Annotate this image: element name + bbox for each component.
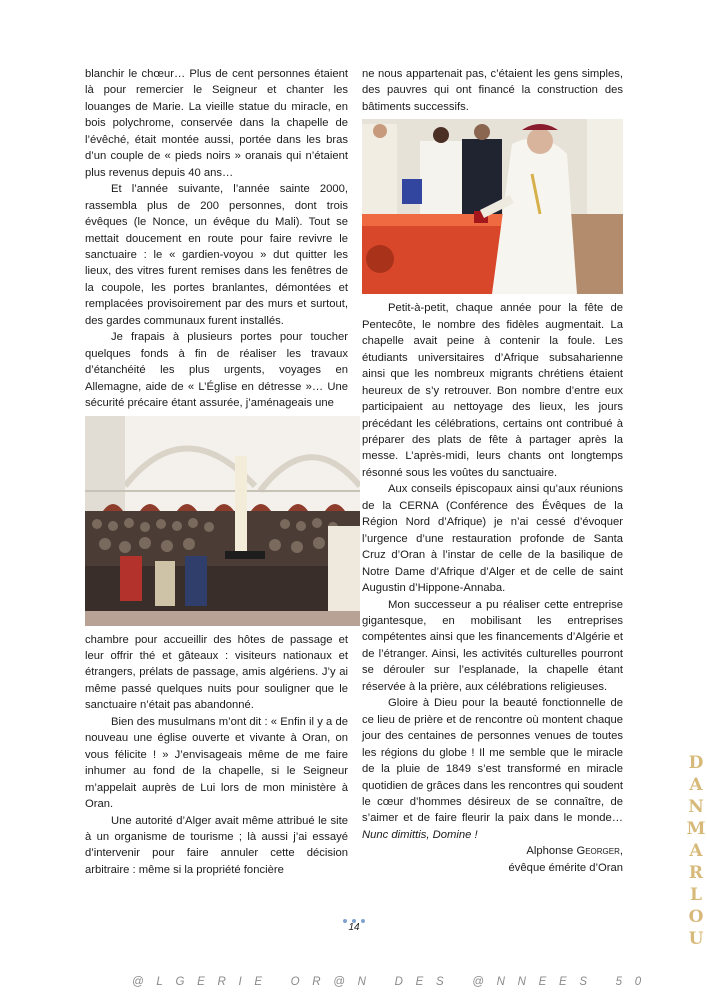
signature-name [362, 843, 623, 859]
right-paragraph-2: Petit-à-petit, chaque année pour la fête de Pentecôte, le nombre des fidèles augmentait. La chapelle avait peine à contenir la foule. Les étudiants universitaires d’Afrique subsaharienne ainsi que les nombreux migrants chrétiens étaient heureux de s’y retrouver. Bon nombre d’entre eux participaient au nettoyage des lieux, les jours précédant les célébrations, certains ont contribué à préparer des plats de fête à partager après la messe. L’après-midi, leurs chants ont longtemps résonné sous les voûtes du sanctuaire. [362, 302, 623, 479]
latin-phrase: Nunc dimittis, Domine ! [362, 828, 478, 841]
bishop-altar-photo [362, 119, 623, 294]
right-paragraph-3: Aux conseils épiscopaux ainsi qu’aux réunions de la CERNA (Conférence des Évêques de la Région Nord d’Afrique) je n’ai cessé d’évoquer l’urgence d’une restauration profonde de Santa Cruz d’Oran à l’instar de celle de la basilique de Notre Dame d’Afrique d’Alger et de celle de saint Augustin d’Hippone-Annaba. [362, 483, 623, 595]
left-paragraph-2: Et l’année suivante, l’année sainte 2000, rassembla plus de 200 personnes, dont trois évêques (le Nonce, un évêque du Mali). Tout se mettait doucement en route pour faire revivre le sanctuaire : le « gardien-voyou » dut quitter les lieux, des vitres furent remises dans les fenêtres de la coupole, les portes branlantes, démontées et remplacées provisoirement par des murs et surtout, des gardes communaux furent installés. [85, 183, 348, 327]
side-brand-logo [686, 752, 706, 950]
right-column [362, 66, 623, 876]
footer-title: @LGERIE OR@N DES @NNEES 50 [132, 976, 654, 988]
signature-first-name: Alphonse [526, 845, 577, 858]
right-paragraph-5 [362, 695, 623, 843]
right-paragraph-1: ne nous appartenait pas, c’étaient les gens simples, des pauvres qui ont financé la construction des bâtiments successifs. [362, 68, 623, 113]
right-paragraph-4: Mon successeur a pu réaliser cette entreprise gigantesque, en mobilisant les entreprises compétentes ainsi que les financements d’Algérie et de l’étranger. Ainsi, les activités culturelles pourront se dérouler sur l’esplanade, la chapelle étant réservée à la prière, aux célébrations religieuses. [362, 598, 623, 693]
side-brand-text: DANMARLOU [686, 753, 706, 949]
signature-last-name: Georger, [576, 845, 623, 858]
chapel-crowd-photo [85, 416, 360, 626]
left-paragraph-6: Une autorité d’Alger avait même attribué le site à un organisme de tourisme ; là aussi j’ai essayé d’intervenir pour faire annuler cette décision arbitraire : même si la propriété foncière [85, 814, 348, 876]
left-paragraph-3: Je frapais à plusieurs portes pour toucher quelques fonds à fin de réaliser les travaux d’étanchéité les plus urgents, voyages en Allemagne, aide de « L’Église en détresse »… Une sécurité précaire étant assurée, j’aménageais une [85, 331, 348, 410]
left-column [85, 66, 348, 878]
left-paragraph-5: Bien des musulmans m’ont dit : « Enfin il y a de nouveau une église ouverte et vivante à Oran, on vous félicite ! » J’envisageais même de me faire inhumer au fond de la chapelle, si le Seigneur m’appelait auprès de Lui lors de mon ministère à Oran. [85, 715, 348, 811]
left-paragraph-4: chambre pour accueillir des hôtes de passage et leur offrir thé et gâteaux : visiteurs nationaux et étrangers, prélats de passage, amis algériens. J’y ai même passé quelques nuits pour souligner que le sanctuaire n’était pas abandonné. [85, 633, 348, 712]
signature-title: évêque émérite d’Oran [508, 861, 623, 874]
closing-text: Gloire à Dieu pour la beauté fonctionnelle de ce lieu de prière et de rencontre où montent chaque jour des centaines de personnes venues de toutes les régions du globe ! Il me semble que le miracle de la pluie de 1849 s’est transformé en miracle quotidien de grâces dans les rencontres qui soudent le cœur d’hommes désireux de se connaître, de s’aimer et de faire fleurir la paix dans le monde… [362, 697, 623, 825]
left-paragraph-1: blanchir le chœur… Plus de cent personnes étaient là pour remercier le Seigneur et chanter les louanges de Marie. La vieille statue du miracle, en bois polychrome, conservée dans la chapelle de l’évêché, était montée aussi, portée dans les bras d’un couple de « pieds noirs » oranais qui n’étaient plus revenus depuis 40 ans… [85, 68, 348, 179]
page-number: 14 [348, 922, 360, 933]
